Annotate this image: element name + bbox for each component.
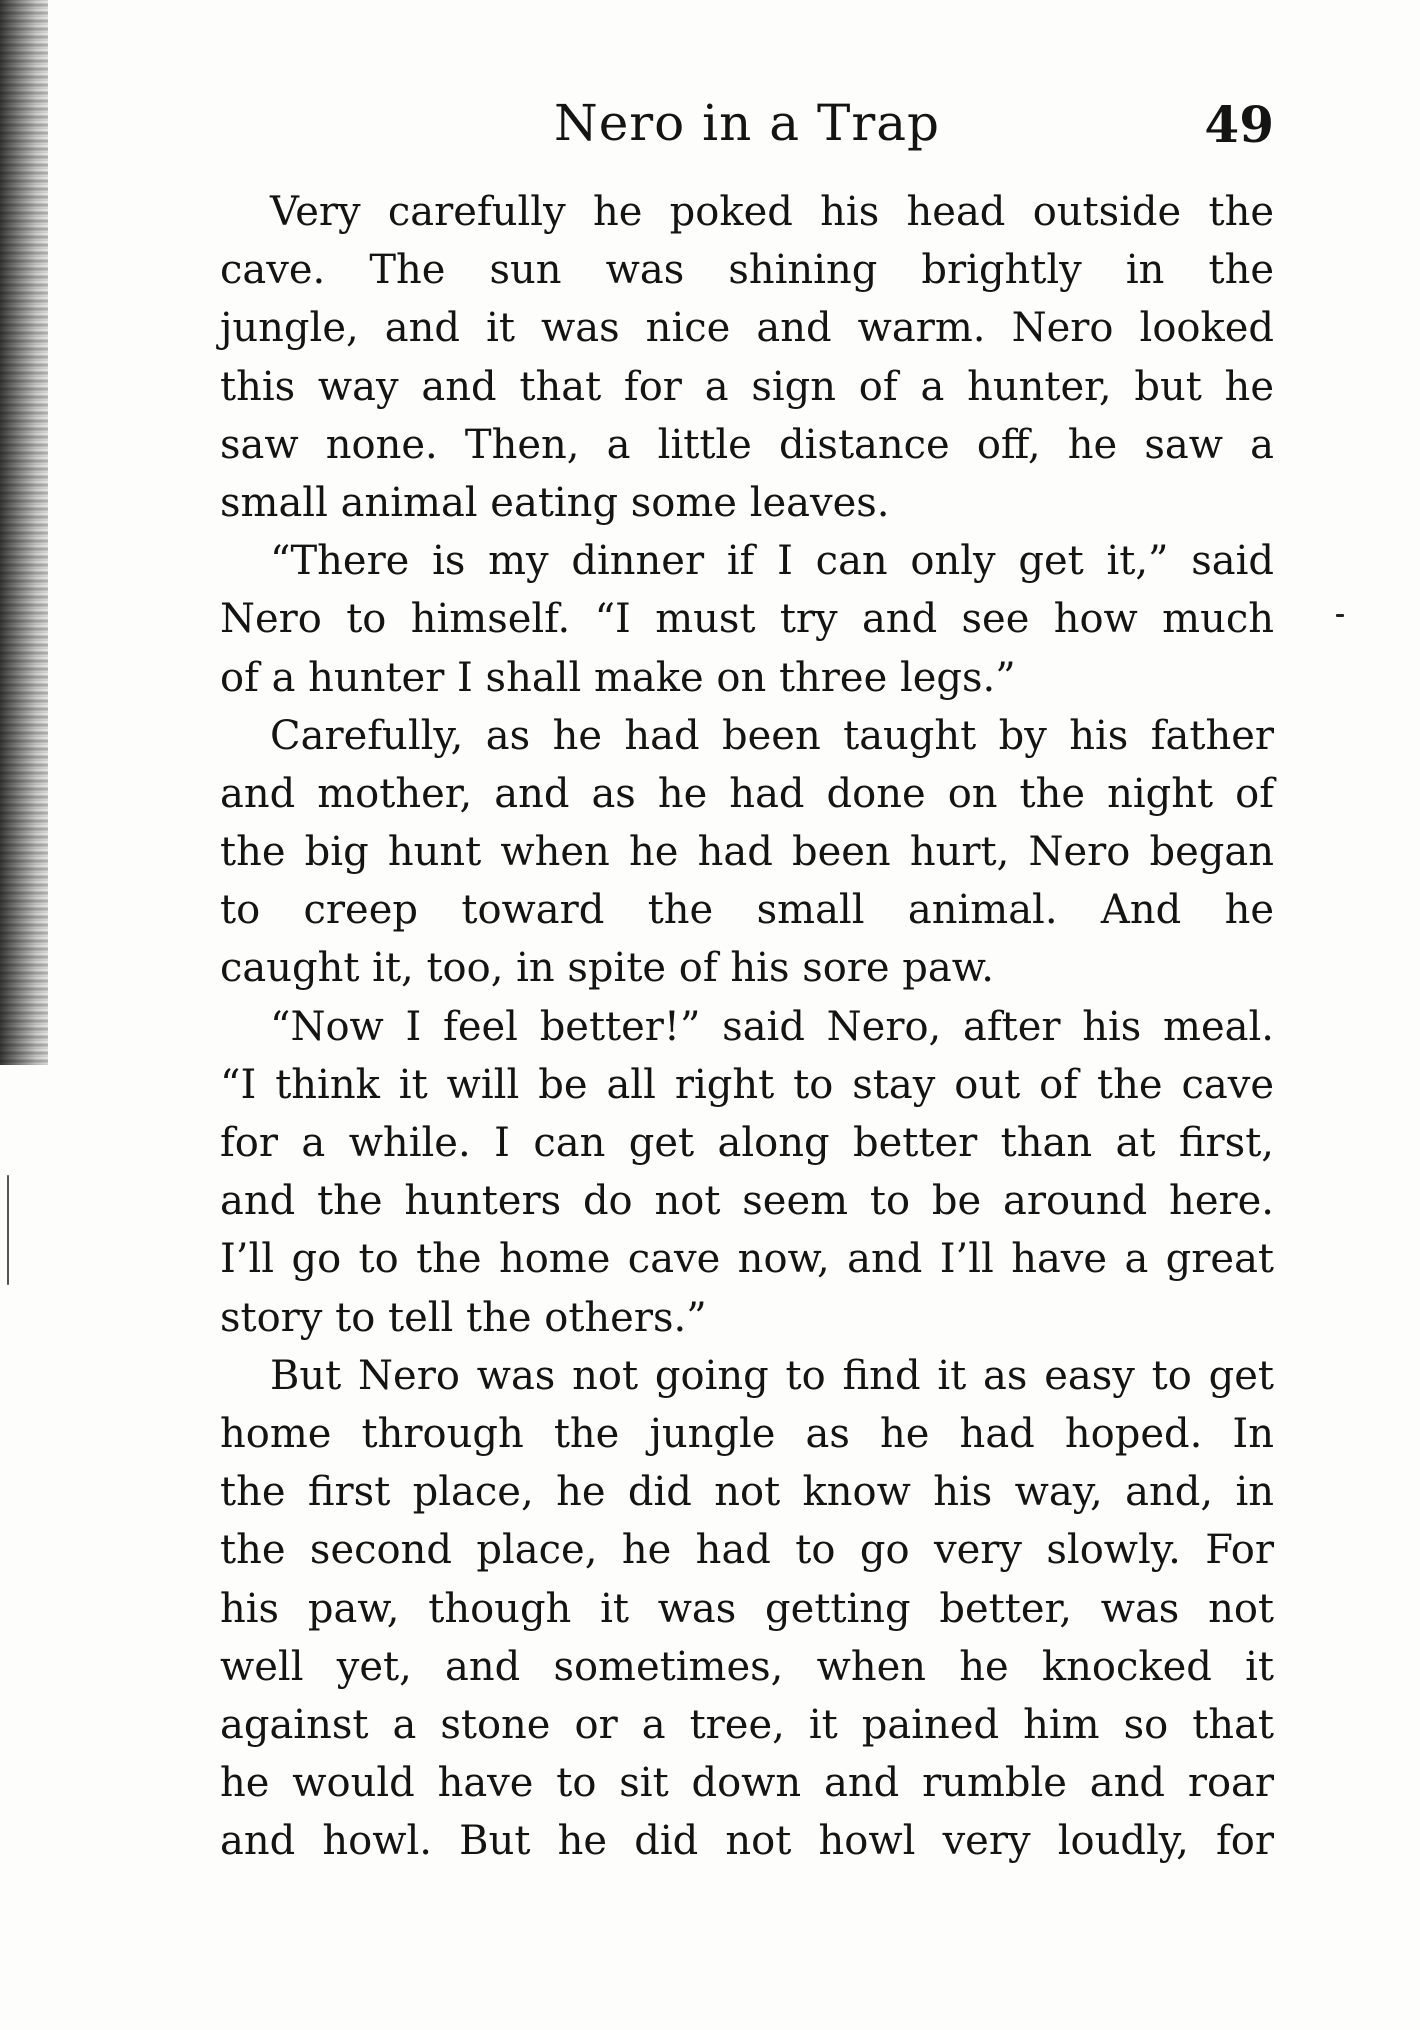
text-line: the second place, he had to go very slowly. For bbox=[220, 1527, 1274, 1574]
text-line: to creep toward the small animal. And he bbox=[220, 887, 1274, 934]
text-line: cave. The sun was shining brightly in the bbox=[220, 247, 1274, 294]
running-title: Nero in a Trap bbox=[553, 94, 941, 152]
text-line: caught it, too, in spite of his sore paw. bbox=[220, 945, 994, 992]
text-line: and the hunters do not seem to be around here. bbox=[220, 1178, 1274, 1225]
text-line: But Nero was not going to find it as easy to get bbox=[270, 1352, 1274, 1399]
text-line: Very carefully he poked his head outside the bbox=[270, 189, 1274, 235]
ink-speck bbox=[1336, 614, 1344, 617]
text-line: saw none. Then, a little distance off, he saw a bbox=[220, 421, 1274, 468]
text-line: jungle, and it was nice and warm. Nero looked bbox=[220, 305, 1274, 352]
text-line: “There is my dinner if I can only get it,” said bbox=[270, 538, 1274, 585]
binding-shadow bbox=[0, 0, 48, 1065]
text-line: “I think it will be all right to stay out of the cave bbox=[220, 1061, 1274, 1108]
page-number: 49 bbox=[1204, 95, 1274, 154]
text-line: I’ll go to the home cave now, and I’ll have a great bbox=[220, 1236, 1274, 1283]
text-line: and mother, and as he had done on the night of bbox=[220, 770, 1274, 817]
ink-speck bbox=[7, 1175, 9, 1285]
text-line: he would have to sit down and rumble and roar bbox=[220, 1760, 1274, 1807]
text-line: for a while. I can get along better than at first, bbox=[220, 1120, 1274, 1166]
text-line: this way and that for a sign of a hunter, but he bbox=[220, 363, 1274, 410]
text-line: story to tell the others.” bbox=[220, 1294, 707, 1341]
text-line: and howl. But he did not howl very loudly, for bbox=[220, 1818, 1274, 1865]
text-line: “Now I feel better!” said Nero, after his meal. bbox=[270, 1003, 1274, 1050]
text-line: of a hunter I shall make on three legs.” bbox=[220, 654, 1016, 701]
text-line: well yet, and sometimes, when he knocked it bbox=[220, 1643, 1274, 1690]
text-line: home through the jungle as he had hoped. In bbox=[220, 1410, 1274, 1457]
text-line: small animal eating some leaves. bbox=[220, 479, 890, 526]
text-line: Nero to himself. “I must try and see how much bbox=[220, 596, 1274, 643]
text-line: his paw, though it was getting better, was not bbox=[220, 1585, 1274, 1632]
text-line: the first place, he did not know his way, and, in bbox=[220, 1469, 1274, 1516]
running-header bbox=[220, 88, 1274, 158]
text-line: against a stone or a tree, it pained him so that bbox=[220, 1701, 1274, 1748]
text-line: Carefully, as he had been taught by his father bbox=[270, 712, 1274, 759]
text-line: the big hunt when he had been hurt, Nero began bbox=[220, 829, 1274, 876]
body-text bbox=[220, 183, 1274, 1870]
